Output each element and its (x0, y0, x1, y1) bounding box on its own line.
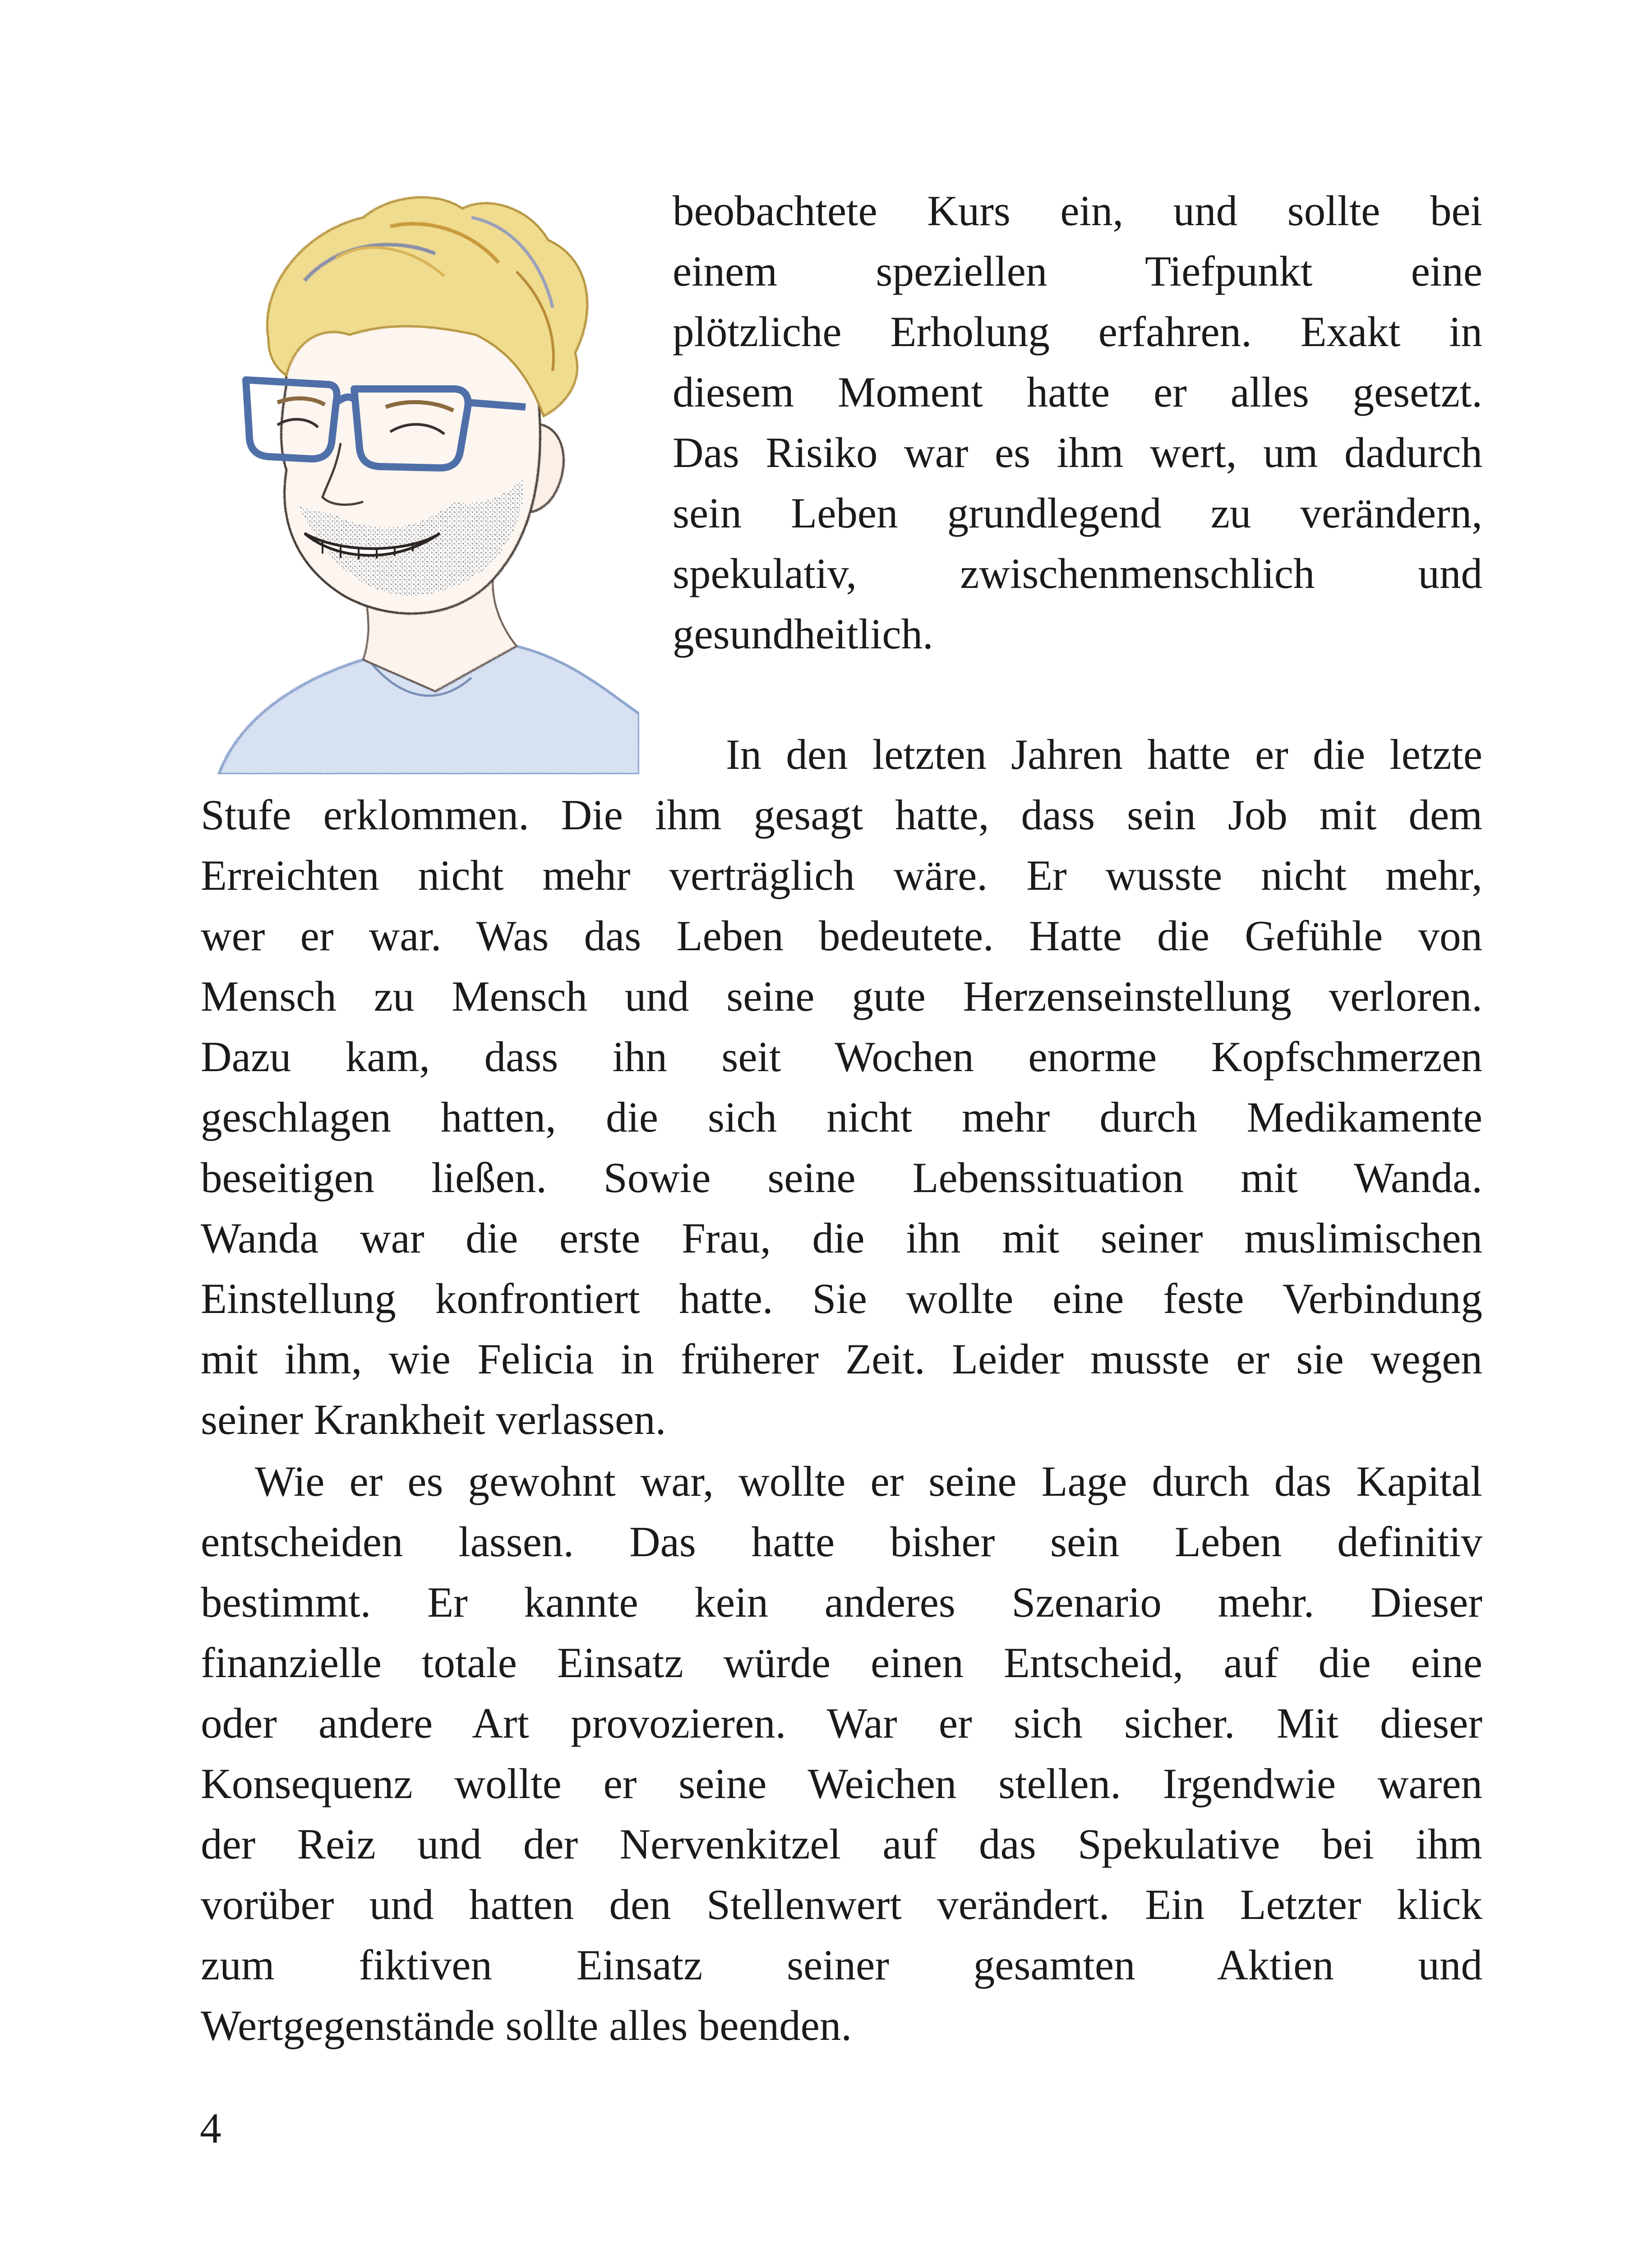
text-line: zum fiktiven Einsatz seiner gesamten Aktien und (201, 1941, 1482, 1989)
text-line: Wanda war die erste Frau, die ihn mit seiner muslimischen (201, 1214, 1482, 1262)
page-number: 4 (200, 2104, 221, 2152)
text-line: diesem Moment hatte er alles gesetzt. (673, 368, 1482, 416)
text-line: Dazu kam, dass ihn seit Wochen enorme Kopfschmerzen (201, 1033, 1482, 1081)
text-line: Erreichten nicht mehr verträglich wäre. Er wusste nicht mehr, (201, 851, 1482, 899)
text-line: vorüber und hatten den Stellenwert verändert. Ein Letzter klick (201, 1881, 1482, 1928)
text-line: mit ihm, wie Felicia in früherer Zeit. Leider musste er sie wegen (201, 1335, 1482, 1383)
text-line: In den letzten Jahren hatte er die letzte (726, 730, 1482, 778)
text-line: finanzielle totale Einsatz würde einen Entscheid, auf die eine (201, 1639, 1482, 1687)
paragraph-3 (201, 1451, 1482, 2056)
text-line: seiner Krankheit verlassen. (201, 1396, 666, 1443)
text-line: geschlagen hatten, die sich nicht mehr durch Medikamente (201, 1093, 1482, 1141)
portrait-illustration (201, 190, 639, 774)
text-line: beseitigen ließen. Sowie seine Lebenssituation mit Wanda. (201, 1154, 1482, 1202)
portrait-drawing (201, 190, 639, 774)
text-line: Mensch zu Mensch und seine gute Herzenseinstellung verloren. (201, 972, 1482, 1020)
text-line: bestimmt. Er kannte kein anderes Szenario mehr. Dieser (201, 1578, 1482, 1626)
text-line: gesundheitlich. (673, 610, 933, 658)
text-line: sein Leben grundlegend zu verändern, (673, 489, 1482, 537)
text-line: entscheiden lassen. Das hatte bisher sein Leben definitiv (201, 1518, 1482, 1566)
text-line: Einstellung konfrontiert hatte. Sie wollte eine feste Verbindung (201, 1275, 1482, 1322)
paragraph-2 (201, 724, 1482, 1450)
text-line: beobachtete Kurs ein, und sollte bei (673, 187, 1482, 235)
text-line: einem speziellen Tiefpunkt eine (673, 247, 1482, 295)
text-line: wer er war. Was das Leben bedeutete. Hatte die Gefühle von (201, 912, 1482, 960)
text-line: der Reiz und der Nervenkitzel auf das Spekulative bei ihm (201, 1820, 1482, 1868)
text-line: Stufe erklommen. Die ihm gesagt hatte, dass sein Job mit dem (201, 791, 1482, 839)
text-line: plötzliche Erholung erfahren. Exakt in (673, 308, 1482, 356)
text-line: spekulativ, zwischenmenschlich und (673, 550, 1482, 597)
paragraph-1 (673, 180, 1482, 664)
text-line: Wie er es gewohnt war, wollte er seine Lage durch das Kapital (255, 1457, 1482, 1505)
text-line: Wertgegenstände sollte alles beenden. (201, 2002, 852, 2049)
text-line: Konsequenz wollte er seine Weichen stellen. Irgendwie waren (201, 1760, 1482, 1808)
text-line: Das Risiko war es ihm wert, um dadurch (673, 429, 1482, 476)
text-line: oder andere Art provozieren. War er sich sicher. Mit dieser (201, 1699, 1482, 1747)
